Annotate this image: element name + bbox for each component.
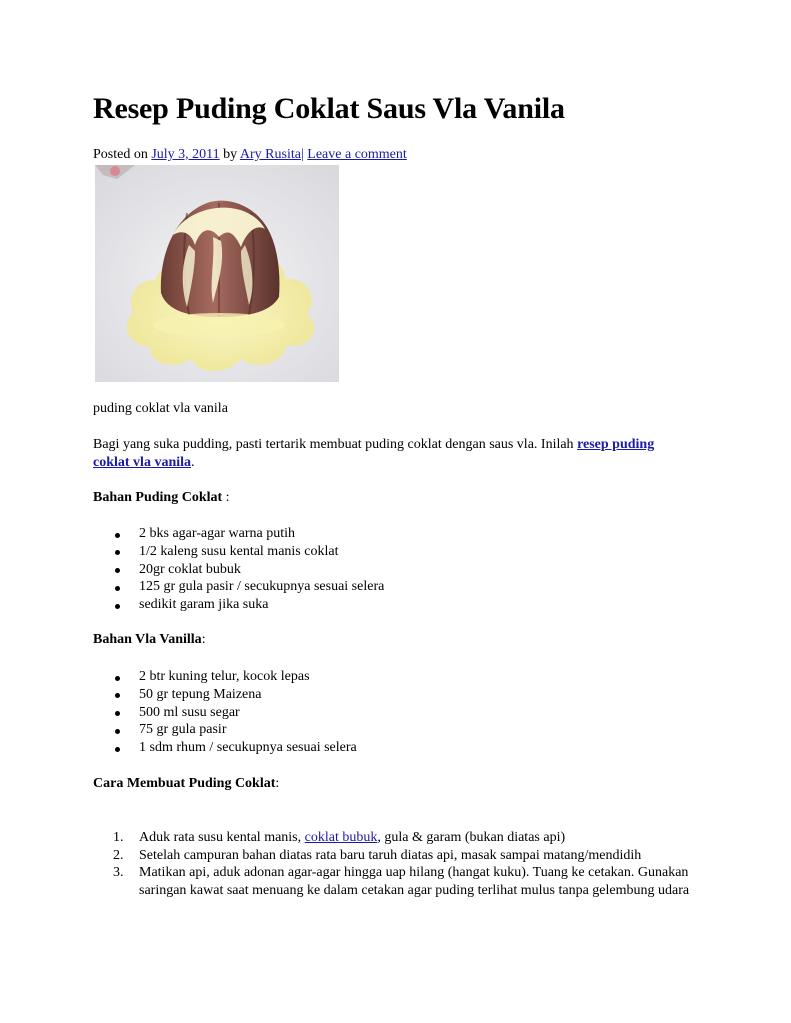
- bullet-icon: [115, 586, 120, 591]
- list-item-text: 500 ml susu segar: [139, 704, 240, 720]
- cara-membuat-heading: [93, 776, 279, 792]
- post-meta: [93, 147, 407, 163]
- list-item: [93, 668, 357, 686]
- intro-text: Bagi yang suka pudding, pasti tertarik membuat puding coklat dengan saus vla. Inilah: [93, 437, 578, 452]
- bullet-icon: [115, 747, 120, 752]
- list-item: [93, 721, 357, 739]
- list-item-text: 1/2 kaleng susu kental manis coklat: [139, 543, 339, 559]
- step-number: 1.: [113, 830, 124, 845]
- step-text: Matikan api, aduk adonan agar-agar hingga uap hilang (hangat kuku). Tuang ke cetakan. Gunakan saringan kawat saat menuang ke dalam cetakan agar puding terlihat mulus tanpa gelembung udara: [139, 865, 690, 898]
- list-item-text: 1 sdm rhum / secukupnya sesuai selera: [139, 740, 357, 755]
- step-text: Aduk rata susu kental manis,: [139, 830, 305, 845]
- list-item-text: 50 gr tepung Maizena: [139, 686, 262, 702]
- bullet-icon: [115, 533, 120, 538]
- bahan-puding-heading: [93, 490, 230, 506]
- bullet-icon: [115, 550, 120, 555]
- by-label: by: [219, 147, 240, 162]
- bullet-icon: [115, 711, 120, 716]
- bahan-puding-suffix: :: [222, 490, 230, 505]
- intro-paragraph: [93, 436, 693, 472]
- bahan-vla-heading: [93, 632, 206, 648]
- step-item: [93, 864, 704, 899]
- meta-separator: |: [300, 147, 304, 162]
- bullet-icon: [115, 693, 120, 698]
- leave-comment-link[interactable]: Leave a comment: [307, 147, 407, 162]
- bahan-puding-list: [93, 525, 384, 614]
- step-number: 2.: [113, 847, 124, 863]
- post-title: Resep Puding Coklat Saus Vla Vanila: [93, 92, 565, 125]
- bahan-puding-title: Bahan Puding Coklat: [93, 490, 223, 505]
- pudding-photo: [95, 165, 339, 382]
- list-item: [93, 739, 357, 757]
- list-item: [93, 704, 357, 722]
- author-link[interactable]: Ary Rusita: [239, 147, 301, 162]
- recipe-link[interactable]: resep puding coklat vla vanila: [93, 437, 655, 470]
- list-item-text: 20gr coklat bubuk: [139, 561, 241, 577]
- list-item-text: sedikit garam jika suka: [139, 597, 269, 612]
- list-item: [93, 543, 384, 561]
- list-item: [93, 525, 384, 543]
- bullet-icon: [115, 568, 120, 573]
- step-text: Setelah campuran bahan diatas rata baru taruh diatas api, masak sampai matang/mendidih: [139, 847, 642, 863]
- list-item-text: 125 gr gula pasir / secukupnya sesuai selera: [139, 579, 385, 595]
- list-item: [93, 596, 384, 614]
- cara-membuat-suffix: :: [275, 776, 280, 791]
- bahan-vla-list: [93, 668, 357, 757]
- list-item-text: 75 gr gula pasir: [139, 722, 227, 738]
- bahan-vla-title: Bahan Vla Vanilla: [93, 632, 202, 647]
- list-item-text: 2 btr kuning telur, kocok lepas: [139, 669, 310, 684]
- list-item: [93, 578, 384, 596]
- bullet-icon: [115, 729, 120, 734]
- bullet-icon: [115, 604, 120, 609]
- step-text-end: , gula & garam (bukan diatas api): [377, 830, 566, 845]
- step-item: [93, 829, 704, 847]
- cara-membuat-title: Cara Membuat Puding Coklat: [93, 776, 276, 791]
- list-item: [93, 561, 384, 579]
- list-item-text: 2 bks agar-agar warna putih: [139, 526, 295, 541]
- image-caption: puding coklat vla vanila: [93, 401, 228, 416]
- step-item: [93, 847, 704, 865]
- post-date-link[interactable]: July 3, 2011: [151, 147, 220, 162]
- cara-membuat-steps: [93, 829, 704, 899]
- posted-on-label: Posted on: [93, 147, 152, 162]
- intro-end: .: [191, 455, 195, 470]
- coklat-bubuk-link[interactable]: coklat bubuk: [304, 830, 378, 845]
- bahan-vla-suffix: :: [201, 632, 206, 647]
- step-number: 3.: [113, 865, 124, 880]
- list-item: [93, 686, 357, 704]
- bullet-icon: [115, 676, 120, 681]
